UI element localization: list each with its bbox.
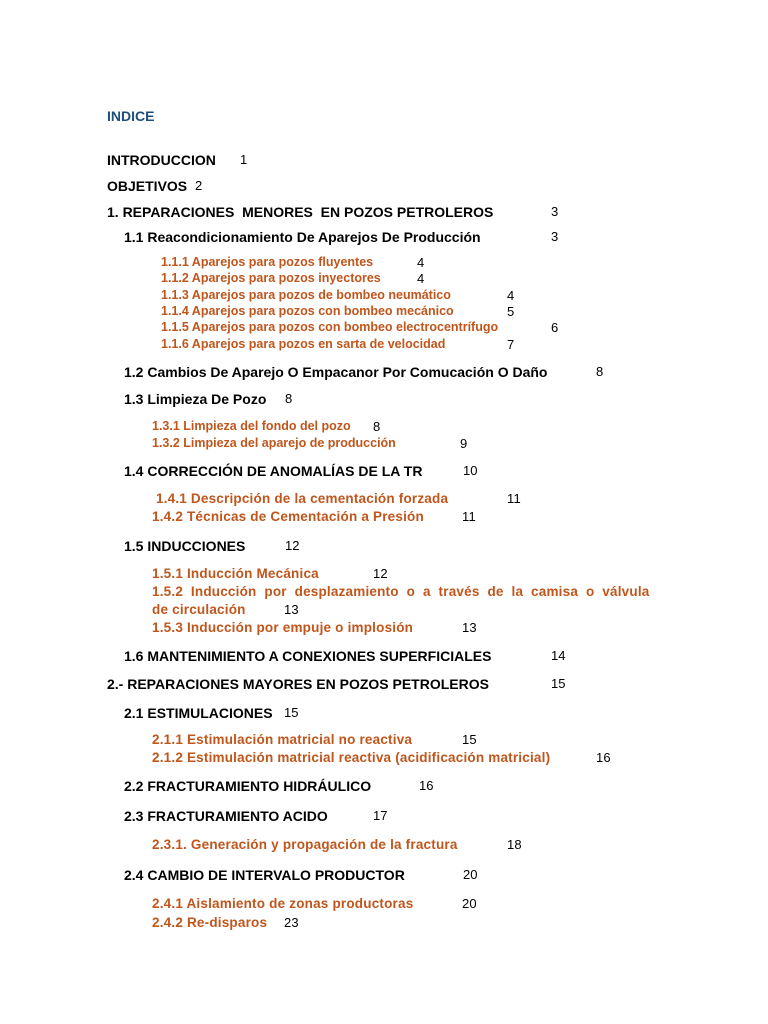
toc-entry-page: 15 (462, 732, 477, 747)
toc-entry-page: 12 (285, 538, 300, 553)
toc-entry-page: 23 (284, 915, 299, 930)
toc-entry-title: OBJETIVOS (107, 178, 188, 194)
toc-entry-title: 1.5.1 Inducción Mecánica (152, 566, 319, 581)
toc-entry-title: 1.3 Limpieza De Pozo (124, 391, 267, 407)
toc-entry-title: 1.2 Cambios De Aparejo O Empacanor Por Comucación O Daño (124, 364, 548, 380)
toc-entry-page: 8 (596, 364, 604, 379)
toc-entry-page: 4 (507, 288, 515, 303)
toc-entry-title: 1.5.3 Inducción por empuje o implosión (152, 620, 414, 635)
toc-entry-title: 1.6 MANTENIMIENTO A CONEXIONES SUPERFICIALES (124, 648, 492, 664)
toc-entry-title: 2.2 FRACTURAMIENTO HIDRÁULICO (124, 778, 372, 794)
toc-entry-title: de circulación (152, 602, 246, 617)
toc-entry-page: 3 (551, 229, 559, 244)
toc-entry-page: 11 (507, 491, 521, 506)
toc-entry-title: 1.4.1 Descripción de la cementación forzada (152, 491, 449, 506)
toc-entry-page: 13 (284, 602, 299, 617)
toc-entry-page: 20 (463, 867, 478, 882)
toc-entry-page: 4 (417, 271, 425, 286)
toc-entry-page: 4 (417, 255, 425, 270)
toc-entry-title: 1.3.1 Limpieza del fondo del pozo (152, 419, 351, 433)
toc-entry-page: 18 (507, 837, 522, 852)
toc-entry-title: 1.5 INDUCCIONES (124, 538, 246, 554)
toc-entry-title: 1.1.6 Aparejos para pozos en sarta de velocidad (161, 337, 446, 351)
toc-entry-title: 2.3 FRACTURAMIENTO ACIDO (124, 808, 328, 824)
toc-entry-page: 1 (240, 152, 248, 167)
toc-entry-page: 13 (462, 620, 477, 635)
toc-entry-page: 8 (285, 391, 293, 406)
toc-entry-title: INTRODUCCION (107, 152, 216, 168)
toc-entry-page: 16 (419, 778, 434, 793)
toc-entry-title: 1.4.2 Técnicas de Cementación a Presión (152, 509, 424, 524)
toc-entry-page: 11 (462, 509, 476, 524)
toc-entry-page: 2 (195, 178, 203, 193)
toc-entry-title: 2.1 ESTIMULACIONES (124, 705, 273, 721)
toc-entry-title: 1.4 CORRECCIÓN DE ANOMALÍAS DE LA TR (124, 463, 423, 479)
toc-entry-title: 1.1.3 Aparejos para pozos de bombeo neumático (161, 288, 451, 302)
toc-entry-title: 2.4.2 Re-disparos (152, 915, 268, 930)
toc-entry-title: 2.3.1. Generación y propagación de la fractura (152, 837, 458, 852)
toc-entry-page: 5 (507, 304, 515, 319)
toc-entry-title: 1. REPARACIONES MENORES EN POZOS PETROLEROS (107, 204, 494, 220)
toc-entry-title: 2.1.1 Estimulación matricial no reactiva (152, 732, 413, 747)
toc-entry-page: 17 (373, 808, 388, 823)
toc-entry-title: 1.1.2 Aparejos para pozos inyectores (161, 271, 381, 285)
toc-entry-title: 2.1.2 Estimulación matricial reactiva (acidificación matricial) (152, 750, 551, 765)
index-heading: INDICE (107, 108, 155, 124)
toc-entry-page: 3 (551, 204, 559, 219)
toc-entry-title: 1.1.5 Aparejos para pozos con bombeo electrocentrífugo (161, 320, 499, 334)
toc-entry-page: 10 (463, 463, 478, 478)
toc-entry-title: 2.4 CAMBIO DE INTERVALO PRODUCTOR (124, 867, 405, 883)
toc-entry-page: 20 (462, 896, 477, 911)
toc-entry-title: 1.5.2 Inducción por desplazamiento o a través de la camisa o válvula (152, 584, 650, 599)
toc-entry-page: 7 (507, 337, 515, 352)
toc-entry-page: 14 (551, 648, 566, 663)
toc-entry-title: 1.3.2 Limpieza del aparejo de producción (152, 436, 396, 450)
toc-entry-page: 8 (373, 419, 381, 434)
toc-entry-title: 1.1.1 Aparejos para pozos fluyentes (161, 255, 374, 269)
toc-entry-page: 6 (551, 320, 559, 335)
toc-entry-title: 1.1 Reacondicionamiento De Aparejos De Producción (124, 229, 481, 245)
toc-entry-page: 16 (596, 750, 611, 765)
toc-entry-title: 1.1.4 Aparejos para pozos con bombeo mecánico (161, 304, 454, 318)
toc-entry-page: 9 (460, 436, 468, 451)
toc-entry-page: 15 (551, 676, 566, 691)
toc-entry-page: 12 (373, 566, 388, 581)
toc-entry-title: 2.4.1 Aislamiento de zonas productoras (152, 896, 414, 911)
toc-entry-title: 2.- REPARACIONES MAYORES EN POZOS PETROLEROS (107, 676, 489, 692)
toc-entry-page: 15 (284, 705, 299, 720)
